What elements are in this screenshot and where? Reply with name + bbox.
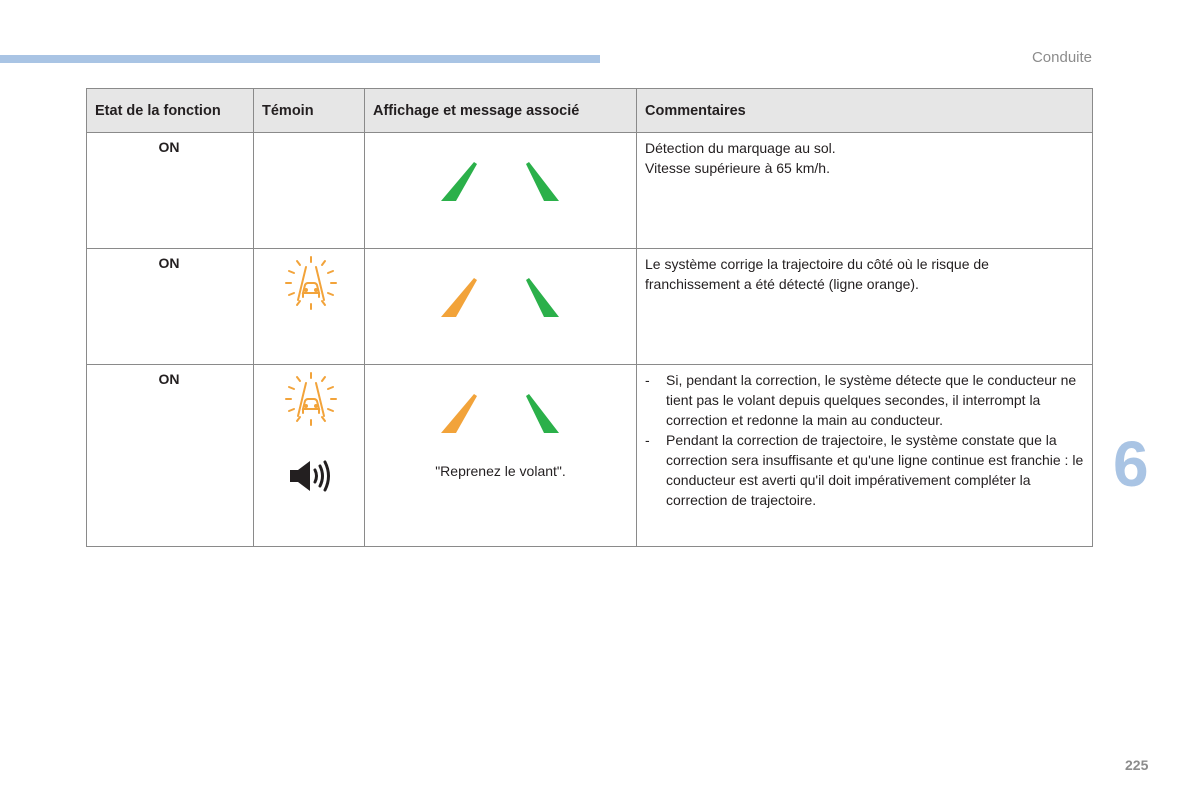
- display-cell: [365, 365, 637, 547]
- lane-keeping-table: [86, 88, 1093, 547]
- state-cell: [87, 133, 254, 249]
- display-cell: [365, 249, 637, 365]
- left-lane-line: [441, 278, 477, 317]
- table-row: [87, 365, 1093, 547]
- column-header-comments: Commentaires: [637, 89, 1093, 133]
- table-row: [87, 249, 1093, 365]
- sound-icon: [289, 459, 331, 493]
- state-value: ON: [158, 255, 180, 271]
- lane-departure-warning-icon: [285, 256, 337, 310]
- lane-lines-icon: [440, 162, 560, 202]
- comment-item: - Si, pendant la correction, le système détecte que le conducteur ne tient pas le volant depuis quelques secondes, il interrompt la correction et redonne la main au conducteur.: [645, 370, 1086, 430]
- lane-departure-warning-icon: [285, 372, 337, 426]
- state-cell: [87, 365, 254, 547]
- comments-cell: [637, 249, 1093, 365]
- comment-line: Vitesse supérieure à 65 km/h.: [645, 160, 830, 176]
- indicator-cell: [254, 249, 365, 365]
- state-value: ON: [158, 139, 180, 155]
- right-lane-line: [526, 162, 559, 201]
- left-lane-line: [441, 162, 477, 201]
- lane-lines-icon: [440, 394, 560, 434]
- display-cell: [365, 133, 637, 249]
- table-row: [87, 133, 1093, 249]
- column-header-state: Etat de la fonction: [87, 89, 254, 133]
- column-header-display: Affichage et message associé: [365, 89, 637, 133]
- comments-cell: [637, 365, 1093, 547]
- chapter-number: 6: [1113, 428, 1149, 500]
- left-lane-line: [441, 394, 477, 433]
- state-value: ON: [158, 371, 180, 387]
- indicator-cell: [254, 133, 365, 249]
- lane-lines-icon: [440, 278, 560, 318]
- section-title: Conduite: [1031, 49, 1092, 66]
- comments-cell: [637, 133, 1093, 249]
- column-header-indicator: Témoin: [254, 89, 365, 133]
- right-lane-line: [526, 278, 559, 317]
- header-accent-bar: [0, 55, 600, 63]
- comment-item: - Pendant la correction de trajectoire, le système constate que la correction sera insuffisante et qu'une ligne continue est franchie : le conducteur est averti qu'il doit impérativement compléter la correction de trajectoire.: [645, 430, 1086, 510]
- comment-line: Détection du marquage au sol.: [645, 140, 836, 156]
- state-cell: [87, 249, 254, 365]
- indicator-cell: [254, 365, 365, 547]
- display-message: "Reprenez le volant".: [435, 463, 566, 479]
- comment-list: [645, 370, 1086, 510]
- page-number: 225: [1125, 757, 1149, 773]
- right-lane-line: [526, 394, 559, 433]
- table-header-row: [87, 89, 1093, 133]
- comment-line: Le système corrige la trajectoire du côté où le risque de franchissement a été détecté (ligne orange).: [645, 256, 989, 292]
